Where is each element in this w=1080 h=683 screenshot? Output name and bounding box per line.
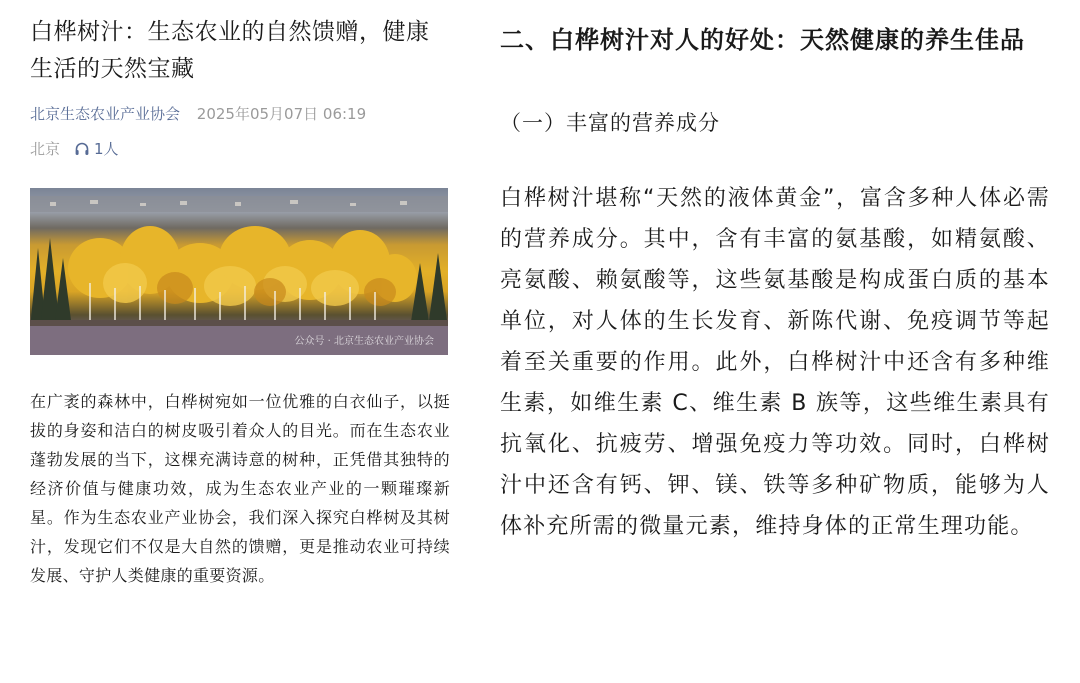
- image-watermark: 公众号 · 北京生态农业产业协会: [294, 336, 434, 347]
- publish-datetime: 2025年05月07日 06:19: [196, 105, 367, 123]
- listener-count: 1人: [94, 140, 119, 158]
- article-title: 白桦树汁：生态农业的自然馈赠，健康生活的天然宝藏: [30, 19, 430, 82]
- article-meta: [30, 103, 450, 125]
- intro-paragraph: 在广袤的森林中，白桦树宛如一位优雅的白衣仙子，以挺拔的身姿和洁白的树皮吸引着众人的目光。而在生态农业蓬勃发展的当下，这棵充满诗意的树种，正凭借其独特的经济价值与健康功效，成为生态农业产业的一颗璀璨新星。作为生态农业产业协会，我们深入探究白桦树及其树汁，发现它们不仅是大自然的馈赠，更是推动农业可持续发展、守护人类健康的重要资源。: [30, 392, 450, 585]
- publish-location: 北京: [30, 140, 61, 158]
- birch-forest-illustration: [30, 188, 448, 355]
- subsection-title: （一）丰富的营养成分: [500, 111, 720, 135]
- account-name-link[interactable]: 北京生态农业产业协会: [30, 105, 181, 123]
- listen-button[interactable]: [74, 138, 119, 160]
- article-right-column: [500, 20, 1050, 569]
- section-title: 二、白桦树汁对人的好处：天然健康的养生佳品: [500, 26, 1025, 54]
- article-left-column: [30, 14, 450, 606]
- birch-forest-image: [30, 188, 448, 355]
- headphone-icon: [74, 141, 90, 157]
- article-meta-secondary: [30, 138, 450, 160]
- body-paragraph: 白桦树汁堪称“天然的液体黄金”，富含多种人体必需的营养成分。其中，含有丰富的氨基酸，如精氨酸、亮氨酸、赖氨酸等，这些氨基酸是构成蛋白质的基本单位，对人体的生长发育、新陈代谢、免疫调节等起着至关重要的作用。此外，白桦树汁中还含有多种维生素，如维生素 C、维生素 B 族等，这些维生素具有抗氧化、抗疲劳、增强免疫力等功效。同时，白桦树汁中还含有钙、钾、镁、铁等多种矿物质，能够为人体补充所需的微量元素，维持身体的正常生理功能。: [500, 186, 1050, 539]
